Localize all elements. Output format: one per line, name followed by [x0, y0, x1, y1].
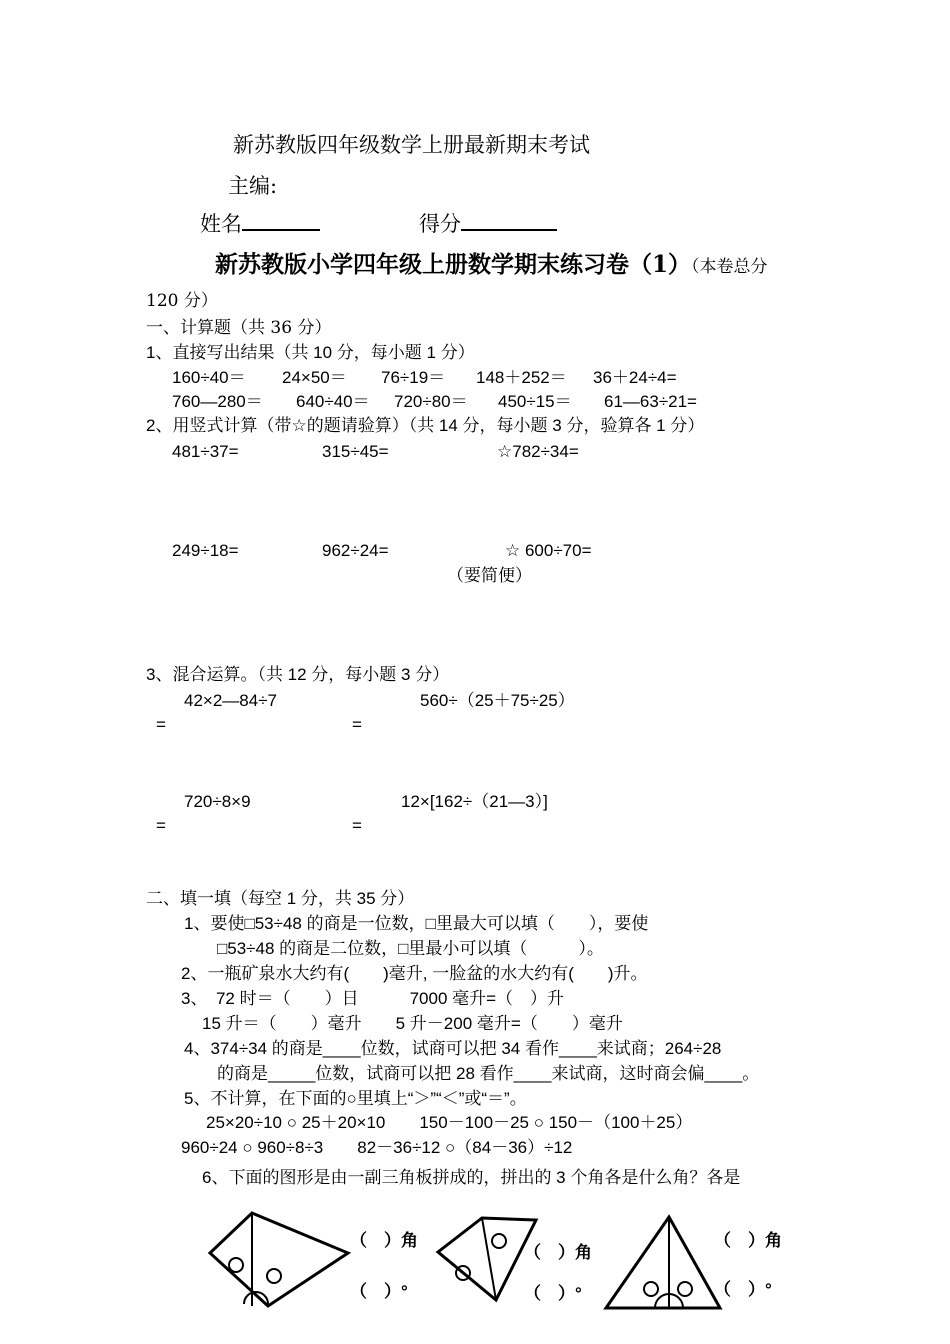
angle-blank: （ ）角: [350, 1231, 418, 1250]
q2-item: 481÷37=: [172, 442, 239, 461]
q1-item: 760—280＝: [172, 392, 263, 411]
q3-item: 560÷（25＋75÷25）: [420, 691, 575, 710]
q2-heading: 2、用竖式计算（带☆的题请验算）（共 14 分，每小题 3 分，验算各 1 分）: [146, 416, 705, 435]
paper-title-text: 新苏教版小学四年级上册数学期末练习卷（1）: [215, 251, 692, 278]
fill-q3-line2: 15 升＝（ ）毫升 5 升－200 毫升=（ ）毫升: [202, 1014, 623, 1033]
name-field: [200, 211, 320, 235]
q3-equals: =: [352, 816, 362, 835]
q1-item: 61—63÷21=: [604, 392, 697, 411]
q2-item: ☆782÷34=: [497, 442, 579, 461]
score-field: [419, 211, 557, 235]
q3-item: 720÷8×9: [184, 792, 251, 811]
fill-q6: 6、下面的图形是由一副三角板拼成的，拼出的 3 个角各是什么角？各是: [202, 1168, 741, 1187]
section2-heading: 二、填一填（每空 1 分，共 35 分）: [146, 889, 415, 908]
q2-item: 249÷18=: [172, 541, 239, 560]
exam-title: 新苏教版四年级数学上册最新期末考试: [233, 133, 590, 157]
paper-note: （本卷总分: [691, 257, 768, 277]
fill-q5-row1: 25×20÷10 ○ 25＋20×10 150－100－25 ○ 150－（100＋25）: [206, 1113, 693, 1132]
q1-item: 720÷80＝: [394, 392, 468, 411]
angle-blank: （ ）角: [524, 1243, 592, 1262]
q3-heading: 3、混合运算。（共 12 分，每小题 3 分）: [146, 665, 450, 684]
fill-q4-line1: 4、374÷34 的商是____位数，试商可以把 34 看作____来试商；264÷28: [184, 1039, 722, 1058]
q1-item: 76÷19＝: [381, 368, 446, 387]
degree-blank: （ ）°: [714, 1280, 772, 1299]
q1-item: 36＋24÷4=: [593, 368, 677, 387]
fill-q5: 5、不计算，在下面的○里填上“＞”“＜”或“＝”。: [184, 1089, 527, 1108]
paper-title: [215, 251, 768, 278]
q2-item: 962÷24=: [322, 541, 389, 560]
q1-heading: 1、直接写出结果（共 10 分，每小题 1 分）: [146, 343, 475, 362]
degree-blank: （ ）°: [350, 1282, 408, 1301]
circle-marker: [229, 1258, 243, 1272]
editor-label: 主编:: [228, 174, 278, 198]
q1-item: 148＋252＝: [476, 368, 567, 387]
q1-item: 160÷40＝: [172, 368, 246, 387]
name-label: 姓名: [200, 212, 242, 236]
set-square-figure-2: [438, 1218, 536, 1300]
circle-marker: [644, 1282, 658, 1296]
q3-item: 42×2—84÷7: [184, 691, 277, 710]
score-label: 得分: [419, 212, 461, 236]
q1-item: 24×50＝: [282, 368, 347, 387]
circle-marker: [267, 1269, 281, 1283]
name-blank: [242, 211, 320, 231]
circle-marker: [492, 1234, 506, 1248]
section1-heading: 一、计算题（共 36 分）: [146, 318, 332, 338]
q2-note: （要简便）: [447, 566, 532, 586]
triangle-figures: [200, 1210, 830, 1320]
fill-q1-line2: □53÷48 的商是二位数，□里最小可以填（ ）。: [217, 939, 604, 958]
q2-item: 315÷45=: [322, 442, 389, 461]
paper-note-cont: 120 分）: [146, 291, 218, 311]
fill-q1-line1: 1、要使□53÷48 的商是一位数，□里最大可以填（ ），要使: [184, 914, 649, 933]
q1-item: 450÷15＝: [498, 392, 572, 411]
degree-blank: （ ）°: [524, 1284, 582, 1303]
q3-equals: =: [156, 715, 166, 734]
fill-q2: 2、一瓶矿泉水大约有( )毫升, 一脸盆的水大约有( )升。: [181, 964, 648, 983]
q3-equals: =: [352, 715, 362, 734]
fill-q5-row2: 960÷24 ○ 960÷8÷3 82－36÷12 ○（84－36）÷12: [181, 1138, 573, 1157]
fill-q4-line2: 的商是_____位数，试商可以把 28 看作____来试商，这时商会偏____。: [217, 1064, 760, 1083]
q2-item: ☆ 600÷70=: [505, 541, 592, 560]
q3-equals: =: [156, 816, 166, 835]
q3-item: 12×[162÷（21—3）]: [401, 792, 548, 811]
score-blank: [461, 211, 557, 231]
angle-blank: （ ）角: [714, 1231, 782, 1250]
q1-item: 640÷40＝: [296, 392, 370, 411]
fill-q3-line1: 3、 72 时＝（ ）日 7000 毫升=（ ）升: [181, 989, 565, 1008]
circle-marker: [678, 1282, 692, 1296]
